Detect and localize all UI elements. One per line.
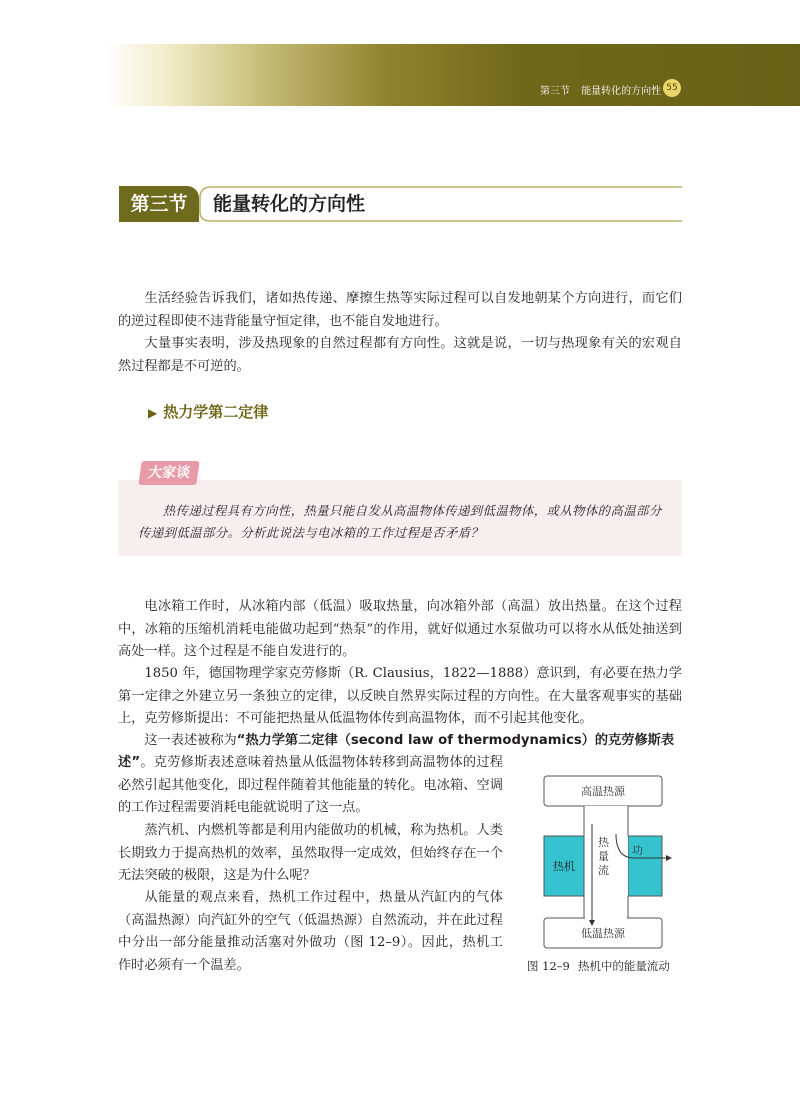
header-section-title: 能量转化的方向性 (581, 86, 662, 97)
engine-label: 热机 (553, 860, 575, 873)
second-law-term: “热力学第二定律（second law of thermodynamics）的克劳修斯表 (236, 733, 675, 748)
second-law-explanation: 。克劳修斯表述意味着热量从低温物体转移到高温物体的过程必然引起其他变化，即过程伴随着其他能量的转化。电冰箱、空调的工作过程需要消耗电能就说明了这一点。 (118, 755, 503, 815)
section-title-frame (199, 186, 682, 222)
paragraph-energy-view: 从能量的观点来看，热机工作过程中，热量从汽缸内的气体（高温热源）向汽缸外的空气（低温热源）自然流动，并在此过程中分出一部分能量推动活塞对外做功（图 12–9）。因此，热机工作时必须有一个温差。 (118, 890, 503, 973)
header-section-label: 第三节 (540, 86, 570, 97)
discussion-text: 热传递过程具有方向性，热量只能自发从高温物体传递到低温物体，或从物体的高温部分传递到低温部分。分析此说法与电冰箱的工作过程是否矛盾？ (138, 503, 662, 540)
page-header-band (105, 44, 800, 106)
high-temp-label: 高温热源 (581, 785, 625, 798)
low-temp-label: 低温热源 (581, 927, 625, 940)
work-label: 功 (632, 844, 643, 857)
paragraph-intro-1: 生活经验告诉我们，诸如热传递、摩擦生热等实际过程可以自发地朝某个方向进行，而它们的逆过程即使不违背能量守恒定律，也不能自发地进行。 (118, 291, 682, 329)
subheading (148, 401, 268, 422)
figure-caption-text: 热机中的能量流动 (577, 959, 670, 973)
paragraph-second-law-cont (118, 752, 503, 820)
paragraph-second-law (118, 730, 682, 753)
paragraph-heat-engine: 蒸汽机、内燃机等都是利用内能做功的机械，称为热机。人类长期致力于提高热机的效率，虽然取得一定成效，但始终存在一个无法突破的极限，这是为什么呢？ (118, 823, 503, 883)
subheading-text: 热力学第二定律 (163, 403, 269, 421)
section-badge: 第三节 (119, 186, 199, 222)
section-title: 能量转化的方向性 (213, 193, 366, 215)
running-header (540, 82, 661, 97)
figure-number: 图 12–9 (527, 959, 570, 973)
paragraph-refrigerator: 电冰箱工作时，从冰箱内部（低温）吸取热量，向冰箱外部（高温）放出热量。在这个过程中，冰箱的压缩机消耗电能做功起到“热泵”的作用，就好似通过水泵做功可以将水从低处抽送到高处一样。这个过程是不能自发进行的。 (118, 599, 682, 659)
discussion-label: 大家谈 (138, 461, 199, 485)
heat-flow-char-1: 热 (598, 836, 609, 849)
heat-flow-char-3: 流 (598, 864, 609, 877)
paragraph-clausius: 1850 年，德国物理学家克劳修斯（R. Clausius，1822—1888）意识到，有必要在热力学第一定律之外建立另一条独立的定律，以反映自然界实际过程的方向性。在大量客观事实的基础上，克劳修斯提出：不可能把热量从低温物体传到高温物体，而不引起其他变化。 (118, 666, 682, 726)
heat-flow-char-2: 量 (598, 850, 609, 863)
page-number: 55 (663, 79, 681, 97)
figure-caption (527, 958, 697, 974)
second-law-term-end: 述” (118, 755, 141, 770)
triangle-marker-icon: ▶ (148, 406, 158, 420)
heat-engine-diagram (530, 774, 680, 952)
paragraph-intro-2: 大量事实表明，涉及热现象的自然过程都有方向性。这就是说，一切与热现象有关的宏观自然过程都是不可逆的。 (118, 336, 682, 374)
second-law-intro: 这一表述被称为 (144, 733, 237, 748)
